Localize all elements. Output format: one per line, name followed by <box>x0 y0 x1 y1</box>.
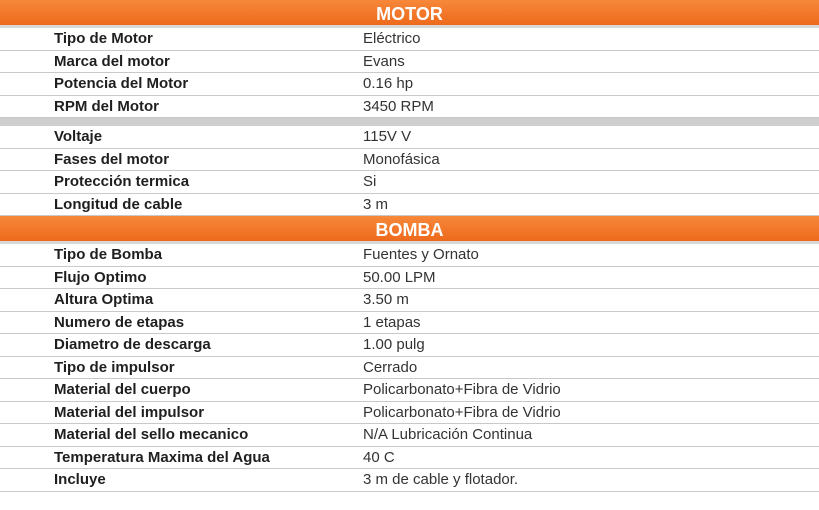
spec-row-altura-optima <box>0 289 819 312</box>
spec-row-material-del-impulsor <box>0 402 819 425</box>
spec-row-marca-del-motor <box>0 51 819 74</box>
spec-label: Tipo de Motor <box>54 30 153 48</box>
spec-value: 115V V <box>363 128 412 146</box>
spec-row-tipo-de-bomba <box>0 244 819 267</box>
spec-row-proteccion-termica <box>0 171 819 194</box>
spec-value: Policarbonato+Fibra de Vidrio <box>363 403 561 421</box>
spec-value: Policarbonato+Fibra de Vidrio <box>363 381 561 399</box>
spec-value: 3 m de cable y flotador. <box>363 471 519 489</box>
spec-row-material-del-cuerpo <box>0 379 819 402</box>
spec-label: Protección termica <box>54 173 190 191</box>
spec-label: Altura Optima <box>54 291 154 309</box>
spec-row-rpm-del-motor <box>0 96 819 119</box>
spec-value: 1.00 pulg <box>363 336 425 354</box>
spec-label: Flujo Optimo <box>54 268 147 286</box>
spec-label: Marca del motor <box>54 52 170 70</box>
section-divider <box>0 118 819 126</box>
spec-label: Tipo de impulsor <box>54 358 175 376</box>
spec-value: 3 m <box>363 195 389 213</box>
spec-row-diametro-de-descarga <box>0 334 819 357</box>
spec-value: Cerrado <box>363 358 418 376</box>
spec-value: 0.16 hp <box>363 75 414 93</box>
spec-value: N/A Lubricación Continua <box>363 426 533 444</box>
bomba-section-header: BOMBA <box>0 216 819 244</box>
spec-value: Fuentes y Ornato <box>363 246 479 264</box>
spec-label: Fases del motor <box>54 150 170 168</box>
spec-row-voltaje <box>0 126 819 149</box>
spec-row-fases-del-motor <box>0 149 819 172</box>
spec-value: 1 etapas <box>363 313 421 331</box>
spec-value: 50.00 LPM <box>363 268 436 286</box>
spec-label: Diametro de descarga <box>54 336 211 354</box>
spec-row-material-del-sello-mecanico <box>0 424 819 447</box>
spec-label: Material del sello mecanico <box>54 426 249 444</box>
spec-value: Eléctrico <box>363 30 421 48</box>
spec-row-tipo-de-motor <box>0 28 819 51</box>
spec-label: Longitud de cable <box>54 195 183 213</box>
motor-section-header: MOTOR <box>0 0 819 28</box>
spec-row-potencia-del-motor <box>0 73 819 96</box>
spec-row-tipo-de-impulsor <box>0 357 819 380</box>
spec-label: Material del cuerpo <box>54 381 191 399</box>
spec-row-incluye <box>0 469 819 492</box>
spec-row-flujo-optimo <box>0 267 819 290</box>
spec-label: Numero de etapas <box>54 313 185 331</box>
spec-value: Evans <box>363 52 405 70</box>
spec-label: Material del impulsor <box>54 403 205 421</box>
spec-value: 3.50 m <box>363 291 409 309</box>
spec-value: 3450 RPM <box>363 97 434 115</box>
spec-label: Potencia del Motor <box>54 75 189 93</box>
spec-label: RPM del Motor <box>54 97 159 115</box>
spec-value: 40 C <box>363 448 395 466</box>
spec-row-numero-de-etapas <box>0 312 819 335</box>
spec-row-temperatura-maxima-del-agua <box>0 447 819 470</box>
spec-label: Temperatura Maxima del Agua <box>54 448 270 466</box>
spec-label: Tipo de Bomba <box>54 246 163 264</box>
spec-value: Monofásica <box>363 150 440 168</box>
spec-label: Incluye <box>54 471 106 489</box>
spec-label: Voltaje <box>54 128 103 146</box>
spec-row-longitud-de-cable <box>0 194 819 217</box>
spec-value: Si <box>363 173 377 191</box>
